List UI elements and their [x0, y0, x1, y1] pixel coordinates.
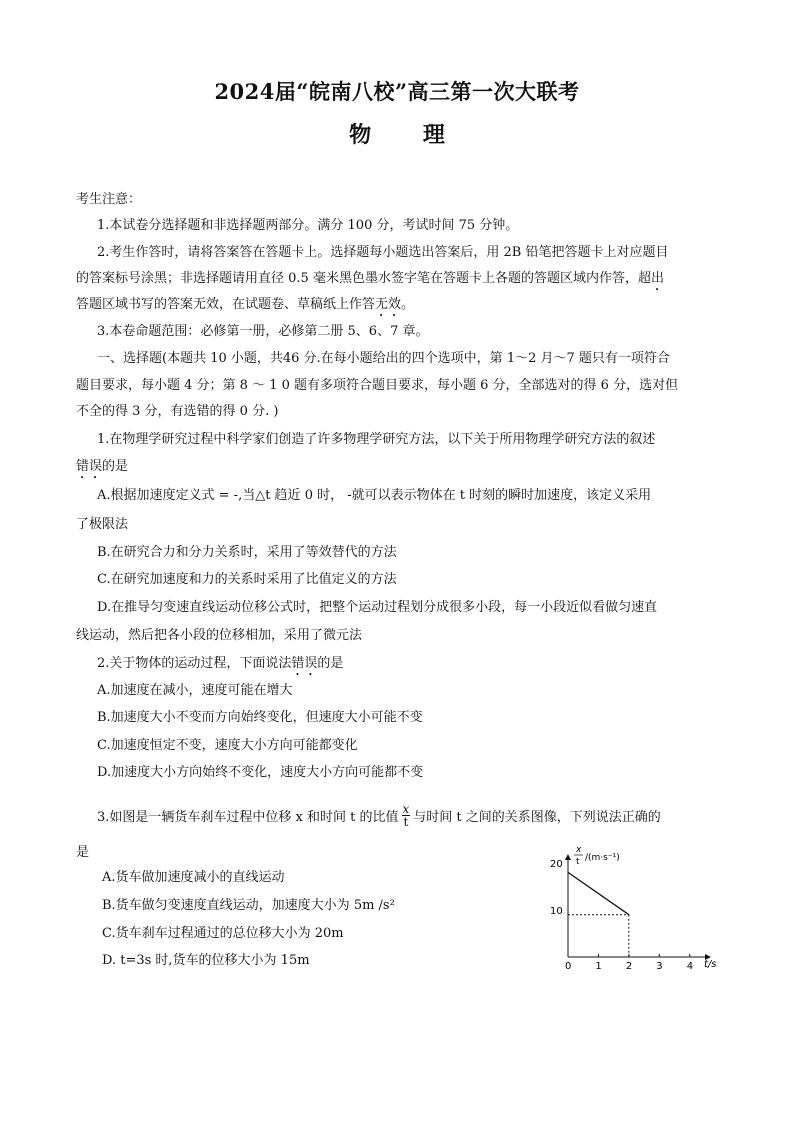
q3-graph: [538, 843, 718, 978]
q2-stem: [97, 655, 343, 679]
q1-option-d-line-2: 线运动，然后把各小段的位移相加，采用了微元法: [76, 628, 363, 643]
q3-stem-line-2: 是: [76, 845, 90, 860]
section-heading-line-1: 一、选择题(本题共 10 小题，共46 分.在每小题给出的四个选项中，第 1～2 月～7 题只有一项符合: [97, 351, 670, 366]
section-heading-line-2: 题目要求，每小题 4 分；第 8 ～ 1 0 题有多项符合题目要求，每小题 6 分，全部选对的得 6 分，选对但: [76, 378, 679, 393]
q3-option-c: C.货车刹车过程通过的总位移大小为 20m: [102, 926, 344, 941]
section-heading-line-3: 不全的得 3 分，有选错的得 0 分. ): [76, 404, 279, 419]
notice-item-3: 3.本卷命题范围：必修第一册，必修第二册 5、6、7 章。: [97, 324, 429, 339]
y-axis-label-denominator: t: [576, 857, 580, 867]
exam-title: 2024届“皖南八校”高三第一次大联考: [214, 79, 580, 104]
series-line: [568, 872, 629, 914]
q2-stem-pre: 2.关于物体的运动过程，下面说法: [97, 656, 292, 671]
subject-title: 物 理: [349, 122, 467, 148]
q3-fraction-numerator: x: [402, 802, 410, 816]
q3-option-a: A.货车做加速度减小的直线运动: [102, 870, 285, 885]
notice-emphasis-text: 出: [650, 271, 664, 286]
q3-stem-pre: 3.如图是一辆货车刹车过程中位移 x 和时间 t 的比值: [97, 810, 399, 825]
q2-option-a: A.加速度在减小，速度可能在增大: [97, 683, 293, 698]
notice-item-2-line-2: [76, 270, 664, 294]
x-axis-label: t/s: [704, 959, 717, 970]
q1-option-d-line-1: D.在推导匀变速直线运动位移公式时，把整个运动过程划分成很多小段，每一小段近似看做匀速直: [97, 600, 658, 615]
q2-option-d: D.加速度大小方向始终不变化，速度大小方向可能都不变: [97, 765, 424, 780]
q2-emphasis: 错误: [291, 656, 318, 671]
y-axis-label-unit: /(m·s⁻¹): [585, 853, 620, 863]
notice-item-1: 1.本试卷分选择题和非选择题两部分。满分 100 分，考试时间 75 分钟。: [97, 218, 519, 233]
q2-option-b: B.加速度大小不变而方向始终变化，但速度大小可能不变: [97, 710, 423, 725]
q3-option-b: B.货车做匀变速度直线运动，加速度大小为 5m /s²: [102, 898, 395, 913]
x-tick-label: 1: [595, 961, 602, 972]
q1-option-a-line-2: 了极限法: [76, 517, 129, 532]
q1-option-c: C.在研究加速度和力的关系时采用了比值定义的方法: [97, 572, 397, 587]
q1-stem-line-1: 1.在物理学研究过程中科学家们创造了许多物理学研究方法，以下关于所用物理学研究方法的叙述: [97, 432, 656, 447]
q1-stem-line-2: [76, 458, 128, 482]
q3-option-d: D. t=3s 时,货车的位移大小为 15m: [102, 953, 310, 968]
x-tick-label: 0: [565, 961, 572, 972]
y-axis-label-numerator: x: [576, 845, 582, 855]
notice-emphasis-text: 无效: [375, 297, 402, 312]
q1-option-a-line-1: A.根据加速度定义式 = -,当△t 趋近 0 时， -就可以表示物体在 t 时刻的瞬时加速度，该定义采用: [97, 488, 652, 503]
q3-fraction: [402, 803, 411, 828]
q3-stem-post: 与时间 t 之间的关系图像，下列说法正确的: [413, 810, 661, 825]
q1-emphasis: 错误: [76, 459, 103, 474]
q2-stem-post: 的是: [317, 656, 344, 671]
notice-item-2-line-2-text: 的答案标号涂黑；非选择题请用直径 0.5 毫米黑色墨水签字笔在答题卡上各题的答题区域内作答，超: [76, 271, 651, 286]
notice-item-2-line-3-end: 。: [401, 297, 415, 312]
y-tick-label: 10: [550, 906, 563, 917]
notice-item-2-line-1: 2.考生作答时，请将答案答在答题卡上。选择题每小题选出答案后，用 2B 铅笔把答题卡上对应题目: [97, 245, 669, 260]
q3-stem-line-1: [97, 802, 661, 830]
x-tick-label: 3: [656, 961, 663, 972]
notice-heading: 考生注意：: [76, 192, 142, 207]
q1-stem-line-2-text: 的是: [102, 459, 129, 474]
notice-item-2-line-3: [76, 296, 414, 320]
x-tick-label: 2: [625, 961, 633, 972]
q3-fraction-denominator: t: [403, 815, 409, 829]
q1-option-b: B.在研究合力和分力关系时，采用了等效替代的方法: [97, 545, 397, 560]
q2-option-c: C.加速度恒定不变，速度大小方向可能都变化: [97, 738, 358, 753]
x-tick-label: 4: [686, 961, 694, 972]
notice-item-2-line-3-text: 答题区域书写的答案无效，在试题卷、草稿纸上作答: [76, 297, 376, 312]
y-tick-label: 20: [550, 859, 563, 870]
